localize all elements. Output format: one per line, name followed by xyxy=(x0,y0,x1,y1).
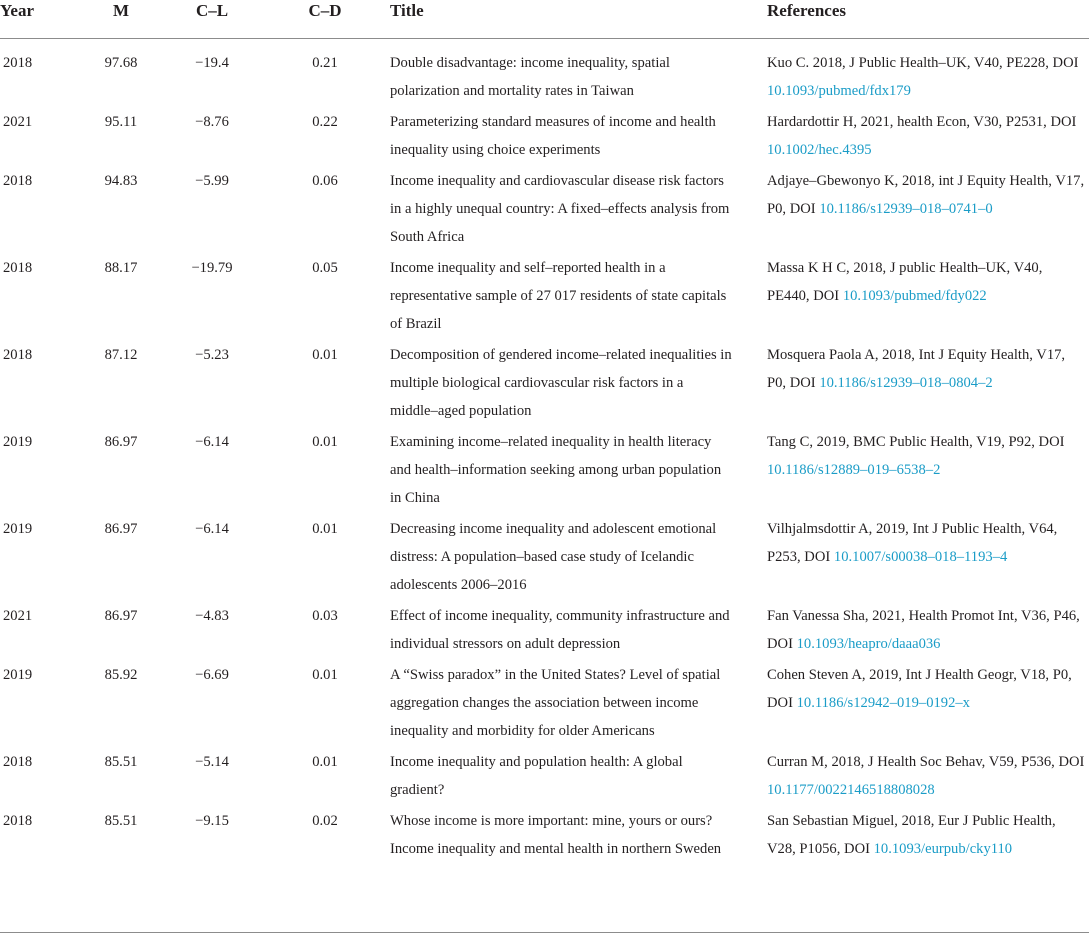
table-row xyxy=(0,804,1089,863)
cell-c-l: −6.14 xyxy=(195,434,229,450)
doi-link[interactable]: 10.1177/0022146518808028 xyxy=(767,782,935,798)
cell-c-l: −5.99 xyxy=(195,173,229,189)
cell-c-d: 0.01 xyxy=(312,667,338,683)
cell-m: 88.17 xyxy=(104,260,138,276)
doi-link[interactable]: 10.1093/eurpub/cky110 xyxy=(873,841,1013,857)
cell-title: Decreasing income inequality and adolescent emotional distress: A population–based case study of Icelandic adolescents 2006–2016 xyxy=(390,521,717,593)
cell-m: 94.83 xyxy=(104,173,138,189)
cell-reference xyxy=(764,425,1089,512)
cell-m: 97.68 xyxy=(104,55,138,71)
table-bottom-rule xyxy=(0,932,1089,933)
cell-c-d: 0.22 xyxy=(312,114,338,130)
cell-c-l: −5.14 xyxy=(195,754,229,770)
cell-reference xyxy=(764,745,1089,804)
cell-c-d: 0.01 xyxy=(312,754,338,770)
cell-reference xyxy=(764,164,1089,251)
cell-reference xyxy=(764,251,1089,338)
cell-c-l: −8.76 xyxy=(195,114,229,130)
cell-m: 87.12 xyxy=(104,347,138,363)
table-row xyxy=(0,251,1089,338)
header-references: References xyxy=(764,0,1089,39)
doi-link[interactable]: 10.1093/pubmed/fdy022 xyxy=(842,288,987,304)
cell-year: 2018 xyxy=(3,173,33,189)
cell-reference xyxy=(764,658,1089,745)
cell-c-d: 0.05 xyxy=(312,260,338,276)
cell-reference xyxy=(764,512,1089,599)
doi-link[interactable]: 10.1186/s12942–019–0192–x xyxy=(796,695,970,711)
cell-reference xyxy=(764,599,1089,658)
cell-year: 2021 xyxy=(3,114,33,130)
table-row xyxy=(0,512,1089,599)
table-header xyxy=(0,0,1089,39)
table-row xyxy=(0,745,1089,804)
cell-year: 2018 xyxy=(3,55,33,71)
cell-year: 2018 xyxy=(3,260,33,276)
header-year: Year xyxy=(0,0,80,39)
cell-reference xyxy=(764,105,1089,164)
doi-link[interactable]: 10.1093/heapro/daaa036 xyxy=(796,636,941,652)
cell-m: 85.51 xyxy=(104,813,138,829)
reference-text: Vilhjalmsdottir A, 2019, Int J Public Health, V64, P253, DOI xyxy=(767,521,1058,565)
header-c-d: C–D xyxy=(262,0,388,39)
cell-title: Income inequality and cardiovascular disease risk factors in a highly unequal country: A fixed–effects analysis from South Africa xyxy=(390,173,730,245)
reference-text: Fan Vanessa Sha, 2021, Health Promot Int, V36, P46, DOI xyxy=(767,608,1080,652)
table-body xyxy=(0,39,1089,864)
cell-c-l: −19.79 xyxy=(191,260,233,276)
reference-text: Curran M, 2018, J Health Soc Behav, V59, P536, DOI xyxy=(767,754,1085,770)
cell-c-l: −6.69 xyxy=(195,667,229,683)
cell-reference xyxy=(764,39,1089,106)
cell-title: A “Swiss paradox” in the United States? Level of spatial aggregation changes the association between income inequality and morbidity for older Americans xyxy=(390,667,721,739)
cell-year: 2018 xyxy=(3,347,33,363)
cell-title: Income inequality and population health: A global gradient? xyxy=(390,754,683,798)
header-title: Title xyxy=(388,0,764,39)
table-row xyxy=(0,164,1089,251)
table-row xyxy=(0,599,1089,658)
table-row xyxy=(0,105,1089,164)
cell-title: Parameterizing standard measures of income and health inequality using choice experiments xyxy=(390,114,716,158)
cell-c-d: 0.03 xyxy=(312,608,338,624)
cell-year: 2019 xyxy=(3,434,33,450)
cell-c-l: −6.14 xyxy=(195,521,229,537)
cell-c-d: 0.01 xyxy=(312,434,338,450)
cell-m: 85.51 xyxy=(104,754,138,770)
cell-m: 86.97 xyxy=(104,434,138,450)
table-row xyxy=(0,39,1089,106)
cell-c-l: −4.83 xyxy=(195,608,229,624)
doi-link[interactable]: 10.1007/s00038–018–1193–4 xyxy=(833,549,1008,565)
cell-c-d: 0.21 xyxy=(312,55,338,71)
cell-c-l: −9.15 xyxy=(195,813,229,829)
cell-c-l: −5.23 xyxy=(195,347,229,363)
cell-title: Examining income–related inequality in health literacy and health–information seeking among urban population in China xyxy=(390,434,722,506)
doi-link[interactable]: 10.1093/pubmed/fdx179 xyxy=(767,83,911,99)
cell-c-d: 0.02 xyxy=(312,813,338,829)
doi-link[interactable]: 10.1186/s12939–018–0741–0 xyxy=(819,201,993,217)
cell-m: 86.97 xyxy=(104,521,138,537)
cell-reference xyxy=(764,804,1089,863)
cell-year: 2018 xyxy=(3,813,33,829)
cell-title: Double disadvantage: income inequality, spatial polarization and mortality rates in Taiwan xyxy=(390,55,670,99)
doi-link[interactable]: 10.1186/s12939–018–0804–2 xyxy=(819,375,993,391)
reference-text: Kuo C. 2018, J Public Health–UK, V40, PE228, DOI xyxy=(767,55,1079,71)
reference-text: Hardardottir H, 2021, health Econ, V30, P2531, DOI xyxy=(767,114,1077,130)
cell-c-d: 0.01 xyxy=(312,521,338,537)
cell-title: Whose income is more important: mine, yours or ours? Income inequality and mental health in northern Sweden xyxy=(390,813,722,857)
reference-text: Massa K H C, 2018, J public Health–UK, V40, PE440, DOI xyxy=(767,260,1043,304)
cell-year: 2019 xyxy=(3,667,33,683)
cell-title: Decomposition of gendered income–related inequalities in multiple biological cardiovascular risk factors in a middle–aged population xyxy=(390,347,732,419)
reference-text: San Sebastian Miguel, 2018, Eur J Public Health, V28, P1056, DOI xyxy=(767,813,1056,857)
cell-year: 2018 xyxy=(3,754,33,770)
cell-title: Effect of income inequality, community infrastructure and individual stressors on adult depression xyxy=(390,608,730,652)
cell-year: 2021 xyxy=(3,608,33,624)
cell-c-l: −19.4 xyxy=(195,55,229,71)
reference-text: Tang C, 2019, BMC Public Health, V19, P92, DOI xyxy=(767,434,1065,450)
table-row xyxy=(0,425,1089,512)
table-row xyxy=(0,338,1089,425)
doi-link[interactable]: 10.1186/s12889–019–6538–2 xyxy=(767,462,941,478)
reference-text: Cohen Steven A, 2019, Int J Health Geogr, V18, P0, DOI xyxy=(767,667,1072,711)
cell-c-d: 0.01 xyxy=(312,347,338,363)
table-row xyxy=(0,658,1089,745)
header-m: M xyxy=(80,0,162,39)
cell-m: 86.97 xyxy=(104,608,138,624)
cell-m: 85.92 xyxy=(104,667,138,683)
cell-title: Income inequality and self–reported health in a representative sample of 27 017 residents of state capitals of Brazil xyxy=(390,260,727,332)
cell-m: 95.11 xyxy=(104,114,138,130)
cell-c-d: 0.06 xyxy=(312,173,338,189)
doi-link[interactable]: 10.1002/hec.4395 xyxy=(767,142,872,158)
header-c-l: C–L xyxy=(162,0,262,39)
reference-text: Adjaye–Gbewonyo K, 2018, int J Equity Health, V17, P0, DOI xyxy=(767,173,1085,217)
header-row xyxy=(0,0,1089,39)
reference-text: Mosquera Paola A, 2018, Int J Equity Health, V17, P0, DOI xyxy=(767,347,1066,391)
cell-year: 2019 xyxy=(3,521,33,537)
cell-reference xyxy=(764,338,1089,425)
